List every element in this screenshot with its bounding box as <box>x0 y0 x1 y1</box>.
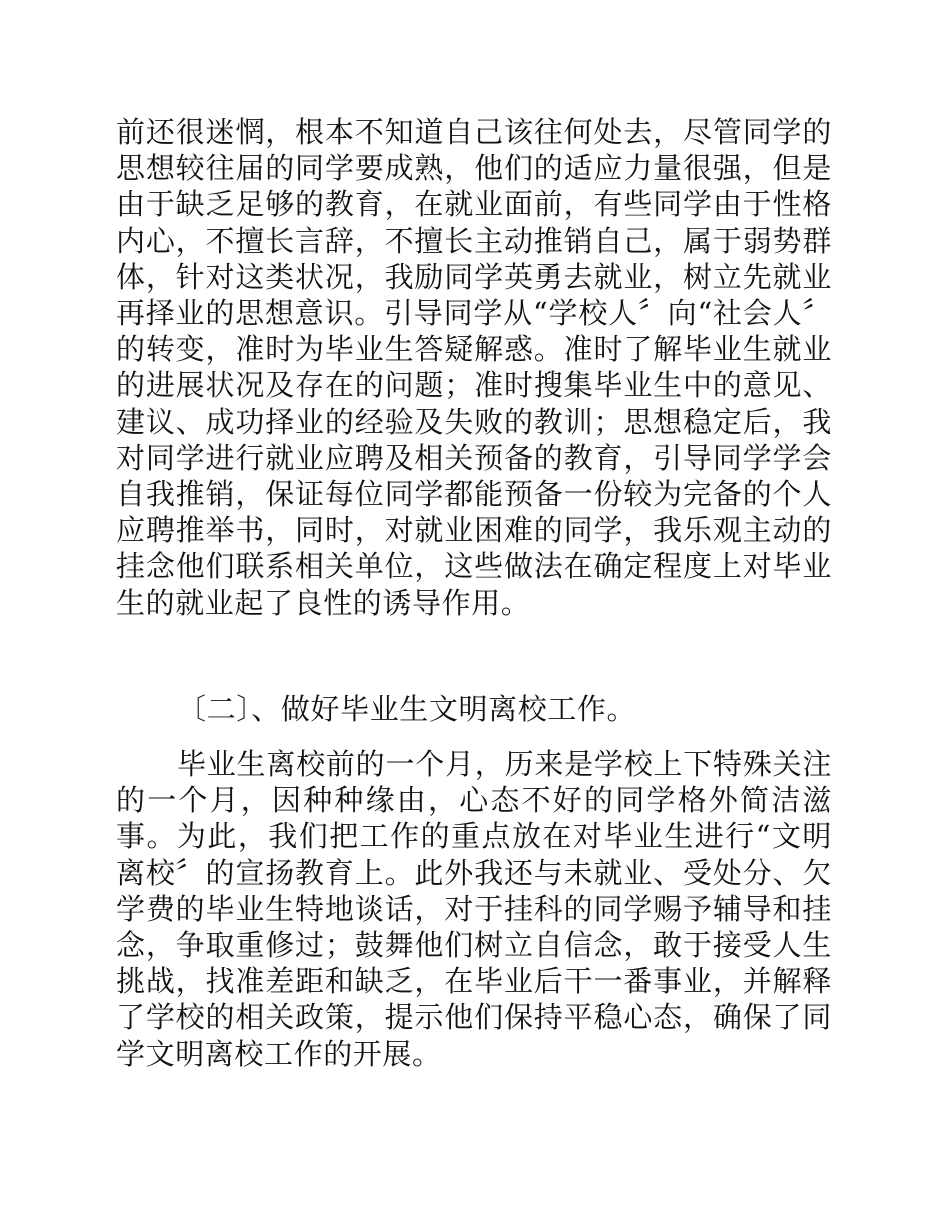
body-paragraph-1: 前还很迷惘，根本不知道自己该往何处去，尽管同学的思想较往届的同学要成熟，他们的适应力量很强，但是由于缺乏足够的教育，在就业面前，有些同学由于性格内心，不擅长言辞，不擅长主动推销自己，属于弱势群体，针对这类状况，我励同学英勇去就业，树立先就业再择业的思想意识。引导同学从“学校人〞向“社会人〞的转变，准时为毕业生答疑解惑。准时了解毕业生就业的进展状况及存在的问题；准时搜集毕业生中的意见、建议、成功择业的经验及失败的教训；思想稳定后，我对同学进行就业应聘及相关预备的教育，引导同学学会自我推销，保证每位同学都能预备一份较为完备的个人应聘推举书，同时，对就业困难的同学，我乐观主动的挂念他们联系相关单位，这些做法在确定程度上对毕业生的就业起了良性的诱导作用。 <box>116 115 832 620</box>
body-paragraph-2: 毕业生离校前的一个月，历来是学校上下特殊关注的一个月，因种种缘由，心态不好的同学格外简洁滋事。为此，我们把工作的重点放在对毕业生进行“文明离校〞的宣扬教育上。此外我还与未就业、受处分、欠学费的毕业生特地谈话，对于挂科的同学赐予辅导和挂念，争取重修过；鼓舞他们树立自信念，敢于接受人生挑战，找准差距和缺乏，在毕业后干一番事业，并解释了学校的相关政策，提示他们保持平稳心态，确保了同学文明离校工作的开展。 <box>116 747 832 1071</box>
section-heading: 〔二〕、做好毕业生文明离校工作。 <box>177 692 637 726</box>
